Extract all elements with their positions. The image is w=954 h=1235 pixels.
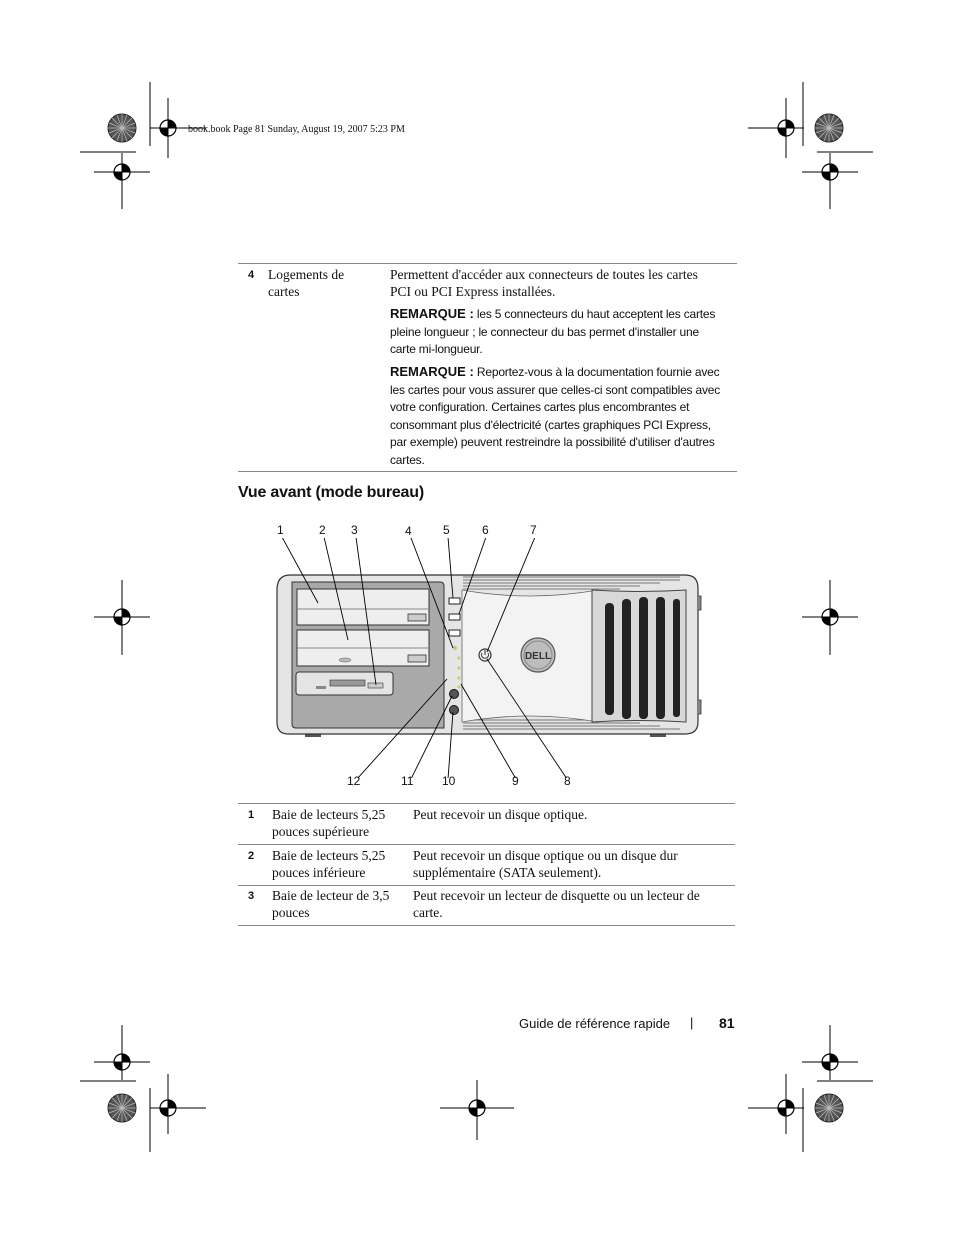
row-number: 3: [248, 890, 255, 902]
table-rule-bottom: [238, 471, 737, 472]
term-cell: Baie de lecteurs 5,25 pouces inférieure: [272, 848, 386, 880]
logo-text: DELL: [524, 651, 552, 662]
description-cell: Peut recevoir un disque optique ou un disque dur supplémentaire (SATA seulement).: [413, 848, 678, 880]
note-label: REMARQUE :: [390, 364, 474, 379]
term-cell: Logements de cartes: [268, 267, 345, 299]
table-rule: [238, 803, 735, 804]
table-rule: [238, 885, 735, 886]
row-number: 1: [248, 809, 255, 821]
callout-3: 3: [351, 523, 358, 537]
callout-9: 9: [512, 774, 519, 788]
row-number: 4: [248, 269, 255, 281]
table-rule-top: [238, 263, 737, 264]
term-cell: Baie de lecteurs 5,25 pouces supérieure: [272, 807, 386, 839]
callout-5: 5: [443, 523, 450, 537]
eject-button: [408, 655, 426, 662]
note-2: REMARQUE : Reportez-vous à la documentation fournie avec les cartes pour vous assurer que celles-ci sont compatibles avec votre configuration. Certaines cartes plus encombrantes et consommant plus d'électricité (cartes graphiques PCI Express, par exemple) peuvent restreindre la possibilité d'utiliser d'autres cartes.: [390, 364, 721, 467]
callout-6: 6: [482, 523, 489, 537]
headphone-jack: [450, 690, 459, 699]
description-cell: Peut recevoir un lecteur de disquette ou un lecteur de carte.: [413, 888, 700, 920]
description-cell: Permettent d'accéder aux connecteurs de toutes les cartes PCI ou PCI Express installées.: [390, 267, 698, 299]
section-heading: Vue avant (mode bureau): [238, 484, 424, 501]
table-rule: [238, 925, 735, 926]
note-label: REMARQUE :: [390, 306, 474, 321]
guide-title: Guide de référence rapide: [519, 1016, 671, 1031]
callout-11: 11: [401, 774, 414, 788]
row-number: 2: [248, 850, 255, 862]
term-cell: Baie de lecteur de 3,5 pouces: [272, 888, 390, 920]
callout-1: 1: [277, 523, 284, 537]
print-header: book.book Page 81 Sunday, August 19, 2007 5:23 PM: [188, 124, 405, 135]
usb-ports: [449, 598, 460, 636]
callout-8: 8: [564, 774, 571, 788]
footer-separator: |: [690, 1015, 694, 1030]
callout-12: 12: [347, 774, 361, 788]
callout-4: 4: [405, 524, 412, 538]
callout-10: 10: [442, 774, 456, 788]
description-cell: Peut recevoir un disque optique.: [413, 807, 588, 822]
eject-button: [408, 614, 426, 621]
computer-front-illustration: [270, 538, 710, 778]
page-number: 81: [719, 1015, 735, 1031]
callout-2: 2: [319, 523, 326, 537]
callout-7: 7: [530, 523, 537, 537]
microphone-jack: [450, 706, 459, 715]
table-rule: [238, 844, 735, 845]
note-1: REMARQUE : les 5 connecteurs du haut acceptent les cartes pleine longueur ; le connecteur du bas permet d'installer une carte mi-longueur.: [390, 306, 716, 356]
